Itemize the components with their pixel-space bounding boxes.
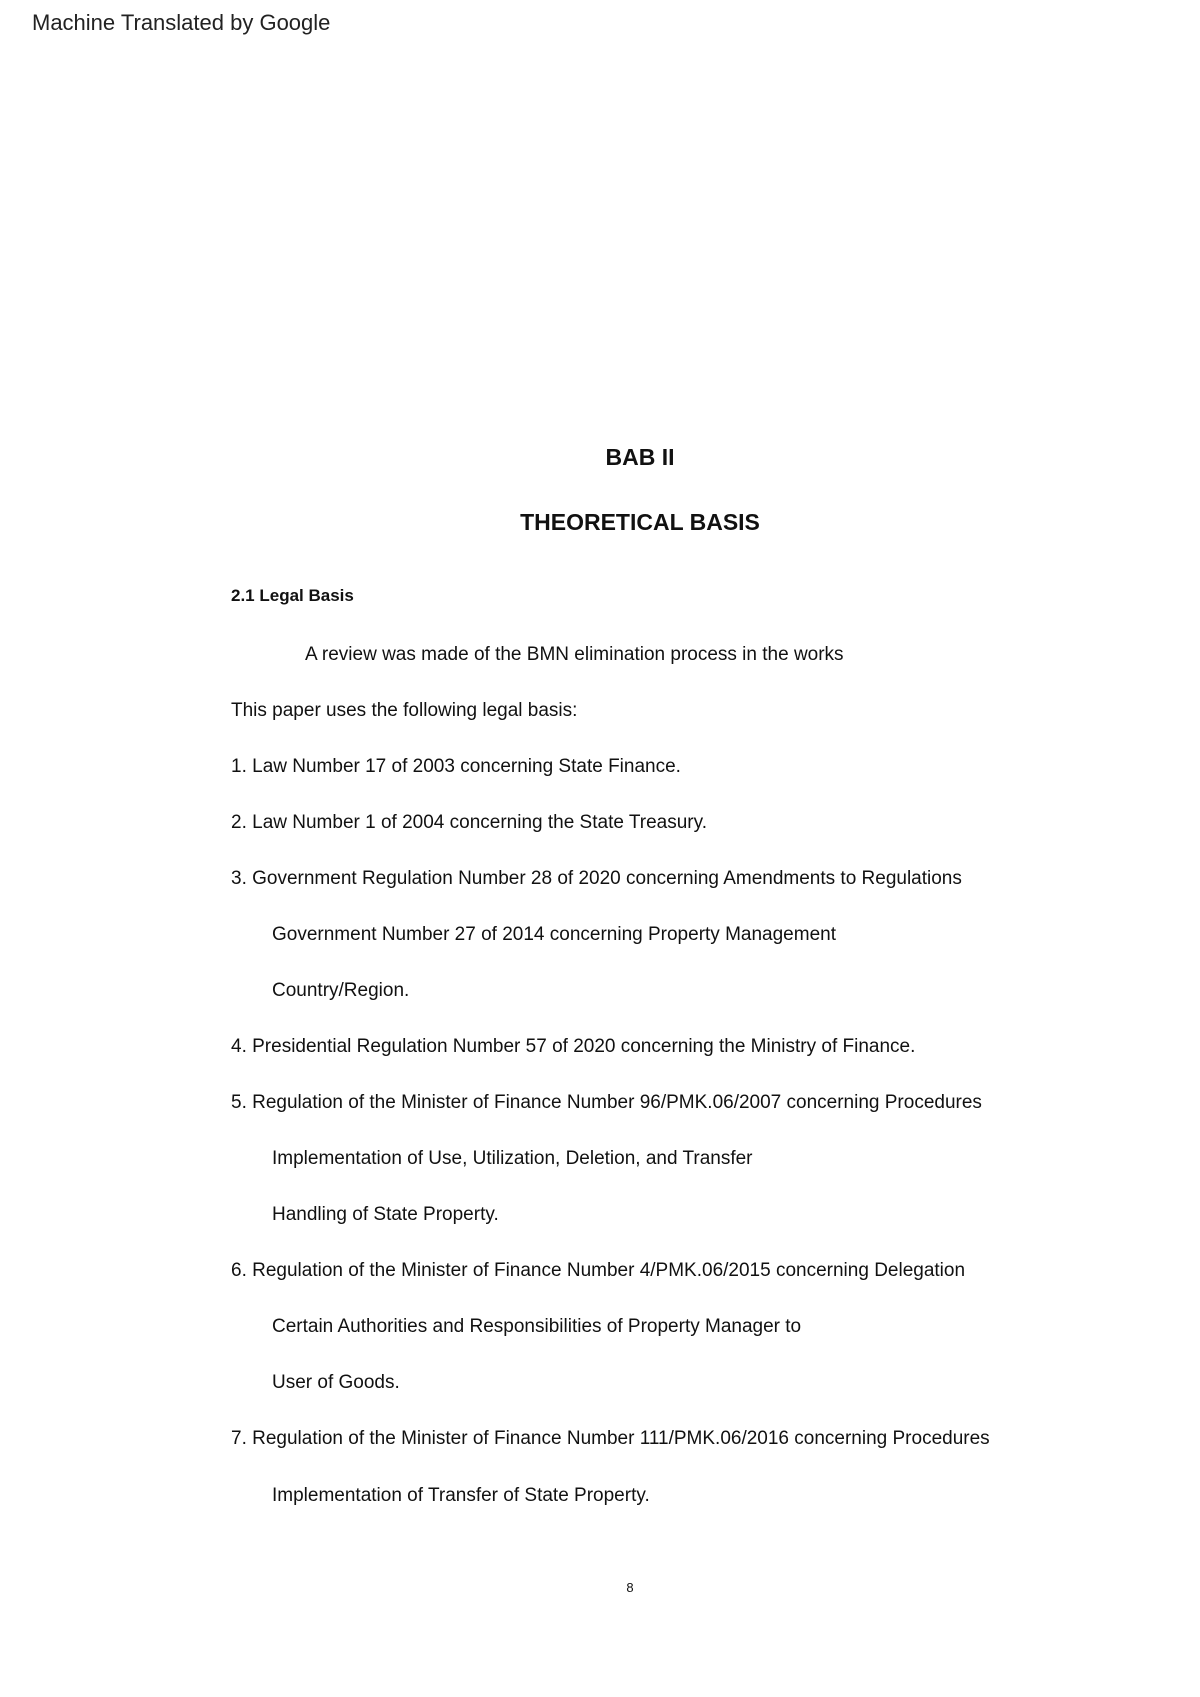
list-item-7-cont-1: Implementation of Transfer of State Property. bbox=[272, 1485, 650, 1506]
chapter-heading: BAB II bbox=[605, 444, 675, 470]
list-item-3: 3. Government Regulation Number 28 of 2020 concerning Amendments to Regulations bbox=[231, 868, 962, 889]
list-item-1: 1. Law Number 17 of 2003 concerning State Finance. bbox=[231, 756, 681, 777]
list-item-5: 5. Regulation of the Minister of Finance Number 96/PMK.06/2007 concerning Procedures bbox=[231, 1092, 982, 1113]
list-item-5-cont-1: Implementation of Use, Utilization, Deletion, and Transfer bbox=[272, 1148, 753, 1169]
list-item-6: 6. Regulation of the Minister of Finance Number 4/PMK.06/2015 concerning Delegation bbox=[231, 1260, 966, 1281]
list-item-6-cont-2: User of Goods. bbox=[272, 1372, 400, 1393]
section-title: 2.1 Legal Basis bbox=[231, 586, 354, 605]
list-item-4: 4. Presidential Regulation Number 57 of 2020 concerning the Ministry of Finance. bbox=[231, 1036, 916, 1057]
list-item-6-cont-1: Certain Authorities and Responsibilities of Property Manager to bbox=[272, 1316, 802, 1337]
watermark-label: Machine Translated by Google bbox=[32, 10, 331, 35]
list-item-7: 7. Regulation of the Minister of Finance Number 111/PMK.06/2016 concerning Procedures bbox=[231, 1428, 990, 1449]
intro-line-1: A review was made of the BMN elimination process in the works bbox=[305, 644, 844, 665]
intro-line-2: This paper uses the following legal basis: bbox=[231, 700, 578, 721]
list-item-2: 2. Law Number 1 of 2004 concerning the State Treasury. bbox=[231, 812, 707, 833]
page-number: 8 bbox=[626, 1580, 634, 1595]
chapter-title: THEORETICAL BASIS bbox=[520, 509, 760, 535]
list-item-5-cont-2: Handling of State Property. bbox=[272, 1204, 499, 1225]
list-item-3-cont-2: Country/Region. bbox=[272, 980, 410, 1001]
list-item-3-cont-1: Government Number 27 of 2014 concerning Property Management bbox=[272, 924, 836, 945]
